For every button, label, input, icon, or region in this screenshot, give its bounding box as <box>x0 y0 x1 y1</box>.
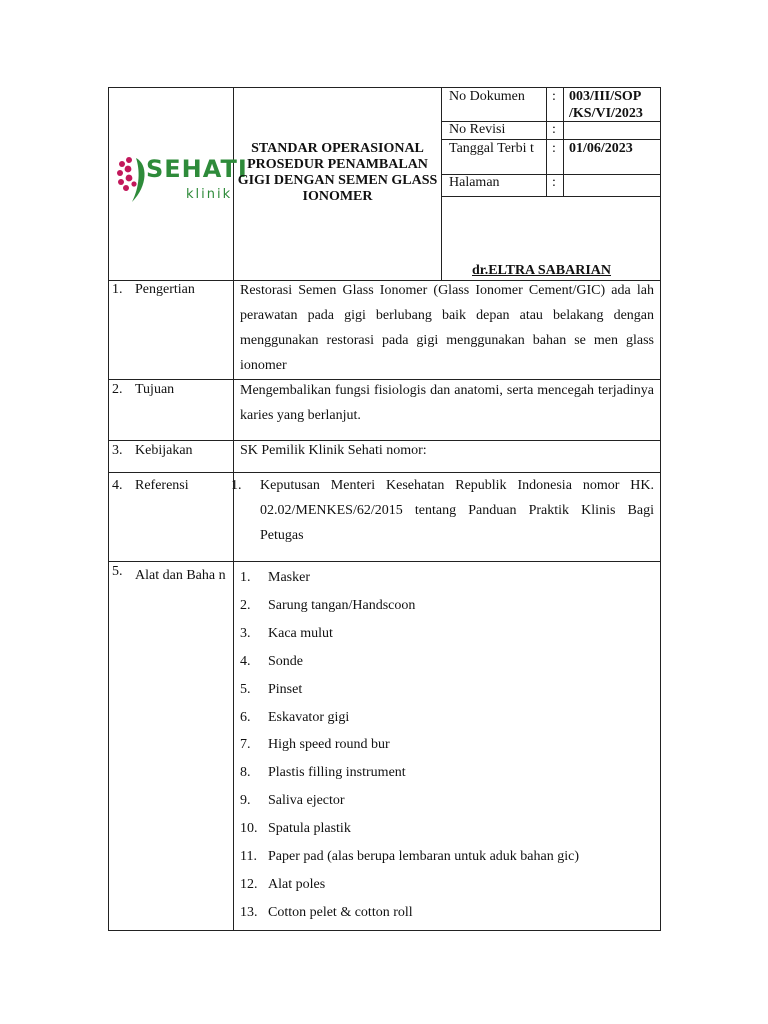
meta-value: 01/06/2023 <box>569 141 633 156</box>
item-label: Sarung tangan/Handscoon <box>268 598 416 613</box>
document-title: STANDAR OPERASIONAL PROSEDUR PENAMBALAN GIGI DENGAN SEMEN GLASS IONOMER <box>237 141 438 204</box>
item-label: Spatula plastik <box>268 821 351 836</box>
item-number: 7. <box>240 737 251 752</box>
item-label: Cotton pelet & cotton roll <box>268 905 413 920</box>
item-label: Kaca mulut <box>268 626 333 641</box>
item-label: Pinset <box>268 682 303 697</box>
clinic-logo <box>114 150 248 214</box>
section-label: Alat dan Baha n <box>135 568 226 583</box>
item-label: Paper pad (alas berupa lembaran untuk aduk bahan gic) <box>268 849 579 864</box>
meta-value: 003/III/SOP /KS/VI/2023 <box>569 89 643 121</box>
section-text: Mengembalikan fungsi fisiologis dan anatomi, serta mencegah terjadinya karies yang berlanjut. <box>240 383 654 423</box>
section-number: 5. <box>112 564 123 579</box>
section-text: SK Pemilik Klinik Sehati nomor: <box>240 443 427 458</box>
logo-sub: klinik <box>186 187 233 202</box>
item-label: Saliva ejector <box>268 793 345 808</box>
reference-item-number: 1. <box>231 478 242 493</box>
signatory-name: dr.ELTRA SABARIAN <box>472 263 612 278</box>
section-label: Tujuan <box>135 382 175 397</box>
item-label: Sonde <box>268 654 303 669</box>
item-number: 6. <box>240 710 251 725</box>
section-number: 3. <box>112 443 123 458</box>
item-label: Plastis filling instrument <box>268 765 406 780</box>
meta-label: No Dokumen <box>449 89 525 104</box>
item-number: 13. <box>240 905 258 920</box>
item-number: 8. <box>240 765 251 780</box>
section-label: Referensi <box>135 478 189 493</box>
item-number: 11. <box>240 849 257 864</box>
meta-colon: : <box>552 175 556 190</box>
section-number: 1. <box>112 282 123 297</box>
item-number: 5. <box>240 682 251 697</box>
item-number: 9. <box>240 793 251 808</box>
item-number: 4. <box>240 654 251 669</box>
item-label: Eskavator gigi <box>268 710 350 725</box>
logo-brand: SEHATI <box>146 155 248 183</box>
item-label: Masker <box>268 570 310 585</box>
section-text: Keputusan Menteri Kesehatan Republik Indonesia nomor HK. 02.02/MENKES/62/2015 tentang Panduan Praktik Klinis Bagi Petugas <box>260 478 654 543</box>
meta-colon: : <box>552 89 556 104</box>
item-number: 2. <box>240 598 251 613</box>
item-number: 12. <box>240 877 258 892</box>
meta-label: Tanggal Terbi t <box>449 141 534 156</box>
meta-colon: : <box>552 122 556 137</box>
item-number: 1. <box>240 570 251 585</box>
item-label: Alat poles <box>268 877 326 892</box>
meta-colon: : <box>552 141 556 156</box>
meta-label: Halaman <box>449 175 500 190</box>
section-label: Kebijakan <box>135 443 193 458</box>
item-number: 10. <box>240 821 258 836</box>
meta-label: No Revisi <box>449 122 506 137</box>
section-number: 2. <box>112 382 123 397</box>
item-label: High speed round bur <box>268 737 390 752</box>
item-number: 3. <box>240 626 251 641</box>
section-label: Pengertian <box>135 282 195 297</box>
section-number: 4. <box>112 478 123 493</box>
section-text: Restorasi Semen Glass Ionomer (Glass Ionomer Cement/GIC) ada lah perawatan pada gigi berlubang baik depan atau belakang dengan menggunakan restorasi pada gigi menggunakan bahan se men glass ionomer <box>240 283 654 373</box>
